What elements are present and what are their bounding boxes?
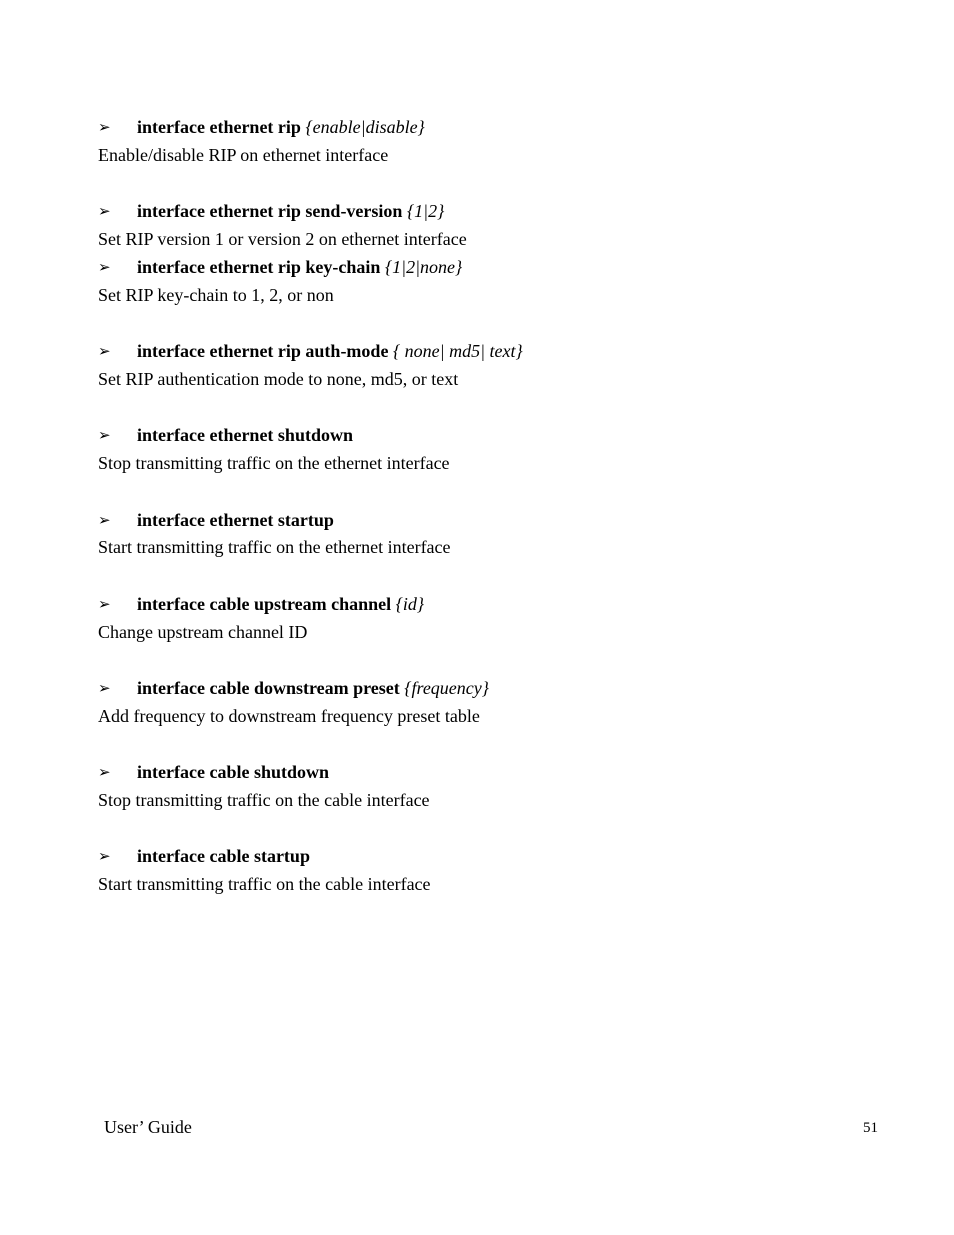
command-description: Set RIP authentication mode to none, md5, or text: [98, 369, 459, 389]
command-args: {id}: [395, 594, 425, 614]
command-description: Stop transmitting traffic on the cable interface: [98, 790, 430, 810]
arrow-bullet-icon: ➢: [98, 679, 111, 697]
command-description: Start transmitting traffic on the cable interface: [98, 874, 431, 894]
page-number: 51: [863, 1120, 878, 1136]
arrow-bullet-icon: ➢: [98, 511, 111, 529]
command-args: {frequency}: [404, 678, 489, 698]
command-description: Start transmitting traffic on the ethernet interface: [98, 537, 451, 557]
arrow-bullet-icon: ➢: [98, 118, 111, 136]
command-args: {1|2}: [406, 201, 445, 221]
command-description: Enable/disable RIP on ethernet interface: [98, 145, 389, 165]
command-args: {1|2|none}: [384, 257, 463, 277]
command-name: interface cable shutdown: [137, 762, 329, 782]
command-description: Add frequency to downstream frequency preset table: [98, 706, 480, 726]
command-name: interface ethernet rip send-version: [137, 201, 403, 221]
arrow-bullet-icon: ➢: [98, 342, 111, 360]
command-name: interface cable startup: [137, 846, 310, 866]
command-name: interface ethernet startup: [137, 510, 334, 530]
command-description: Set RIP key-chain to 1, 2, or non: [98, 285, 334, 305]
command-args: {enable|disable}: [305, 117, 425, 137]
arrow-bullet-icon: ➢: [98, 847, 111, 865]
command-description: Set RIP version 1 or version 2 on ethernet interface: [98, 229, 467, 249]
arrow-bullet-icon: ➢: [98, 763, 111, 781]
arrow-bullet-icon: ➢: [98, 426, 111, 444]
command-name: interface ethernet shutdown: [137, 425, 353, 445]
arrow-bullet-icon: ➢: [98, 258, 111, 276]
arrow-bullet-icon: ➢: [98, 595, 111, 613]
command-name: interface cable downstream preset: [137, 678, 400, 698]
arrow-bullet-icon: ➢: [98, 202, 111, 220]
command-description: Change upstream channel ID: [98, 622, 308, 642]
command-name: interface cable upstream channel: [137, 594, 392, 614]
command-name: interface ethernet rip: [137, 117, 301, 137]
command-args: { none| md5| text}: [392, 341, 523, 361]
footer-title: User’ Guide: [104, 1117, 192, 1137]
command-name: interface ethernet rip auth-mode: [137, 341, 389, 361]
command-description: Stop transmitting traffic on the ethernet interface: [98, 453, 450, 473]
command-name: interface ethernet rip key-chain: [137, 257, 381, 277]
